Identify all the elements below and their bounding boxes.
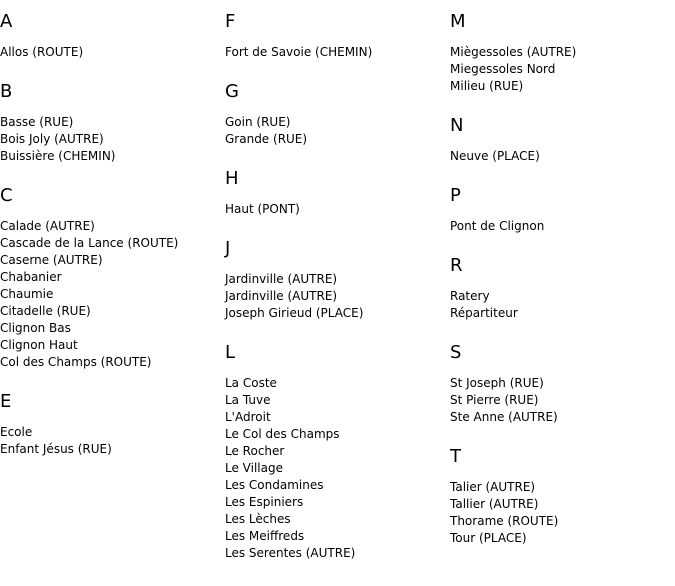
letter-group [450, 447, 670, 547]
street-item: Fort de Savoie (CHEMIN) [225, 45, 373, 59]
street-list [450, 148, 670, 165]
street-item: La Tuve [225, 393, 271, 407]
street-item: Buissière (CHEMIN) [0, 149, 116, 163]
street-list [225, 114, 445, 148]
street-item: Jardinville (AUTRE) [225, 289, 338, 303]
group-letter-heading: T [450, 446, 461, 467]
street-item: Thorame (ROUTE) [450, 514, 559, 528]
street-item: Chabanier [0, 270, 62, 284]
street-item: Miegessoles Nord [450, 62, 556, 76]
group-letter-heading: L [225, 342, 236, 363]
street-item: Grande (RUE) [225, 132, 308, 146]
group-letter-heading: S [450, 342, 462, 363]
street-item: La Coste [225, 376, 277, 390]
street-item: Allos (ROUTE) [0, 45, 84, 59]
street-list [225, 375, 445, 562]
street-item: Répartiteur [450, 306, 518, 320]
street-item: Citadelle (RUE) [0, 304, 91, 318]
letter-group [225, 169, 445, 218]
street-item: Ecole [0, 425, 33, 439]
street-item: Les Lèches [225, 512, 291, 526]
street-list [0, 44, 220, 61]
group-letter-heading: C [0, 185, 13, 206]
letter-group [225, 239, 445, 322]
street-list [450, 44, 670, 95]
street-item: Les Espiniers [225, 495, 304, 509]
street-item: Talier (AUTRE) [450, 480, 536, 494]
group-letter-heading: N [450, 115, 464, 136]
group-letter-heading: R [450, 255, 463, 276]
street-item: Caserne (AUTRE) [0, 253, 103, 267]
street-list [450, 375, 670, 426]
letter-group [450, 343, 670, 426]
street-item: Haut (PONT) [225, 202, 300, 216]
street-item: Enfant Jésus (RUE) [0, 442, 112, 456]
street-item: Le Col des Champs [225, 427, 340, 441]
street-item: Tour (PLACE) [450, 531, 527, 545]
letter-group [225, 82, 445, 148]
index-column [0, 12, 220, 479]
group-letter-heading: F [225, 11, 236, 32]
street-list [0, 114, 220, 165]
group-letter-heading: G [225, 81, 239, 102]
street-item: Les Meiffreds [225, 529, 305, 543]
street-item: Joseph Girieud (PLACE) [225, 306, 364, 320]
street-item: Chaumie [0, 287, 54, 301]
street-item: Tallier (AUTRE) [450, 497, 539, 511]
street-item: L'Adroit [225, 410, 271, 424]
group-letter-heading: B [0, 81, 13, 102]
index-column [225, 12, 445, 583]
letter-group [450, 256, 670, 322]
group-letter-heading: A [0, 11, 13, 32]
group-letter-heading: P [450, 185, 461, 206]
street-item: Goin (RUE) [225, 115, 291, 129]
street-list [450, 288, 670, 322]
street-item: Neuve (PLACE) [450, 149, 540, 163]
letter-group [0, 12, 220, 61]
street-item: Clignon Bas [0, 321, 71, 335]
letter-group [225, 12, 445, 61]
street-list [450, 218, 670, 235]
group-letter-heading: H [225, 168, 239, 189]
index-column [450, 12, 670, 568]
street-item: Cascade de la Lance (ROUTE) [0, 236, 179, 250]
group-letter-heading: J [225, 238, 231, 259]
street-item: Ste Anne (AUTRE) [450, 410, 558, 424]
street-list [450, 479, 670, 547]
street-item: Ratery [450, 289, 490, 303]
street-item: Les Serentes (AUTRE) [225, 546, 356, 560]
street-item: Calade (AUTRE) [0, 219, 95, 233]
letter-group [0, 392, 220, 458]
letter-group [0, 82, 220, 165]
letter-group [0, 186, 220, 371]
street-item: Le Rocher [225, 444, 285, 458]
letter-group [450, 186, 670, 235]
street-item: Basse (RUE) [0, 115, 74, 129]
group-letter-heading: E [0, 391, 12, 412]
street-item: Col des Champs (ROUTE) [0, 355, 152, 369]
street-item: Bois Joly (AUTRE) [0, 132, 104, 146]
street-item: Jardinville (AUTRE) [225, 272, 338, 286]
letter-group [225, 343, 445, 562]
street-item: Pont de Clignon [450, 219, 545, 233]
street-item: Le Village [225, 461, 283, 475]
group-letter-heading: M [450, 11, 466, 32]
street-list [225, 271, 445, 322]
street-item: St Pierre (RUE) [450, 393, 539, 407]
street-list [225, 201, 445, 218]
street-item: St Joseph (RUE) [450, 376, 544, 390]
street-list [225, 44, 445, 61]
street-list [0, 218, 220, 371]
street-item: Miègessoles (AUTRE) [450, 45, 577, 59]
street-item: Les Condamines [225, 478, 324, 492]
street-item: Milieu (RUE) [450, 79, 524, 93]
letter-group [450, 12, 670, 95]
street-item: Clignon Haut [0, 338, 78, 352]
letter-group [450, 116, 670, 165]
street-list [0, 424, 220, 458]
